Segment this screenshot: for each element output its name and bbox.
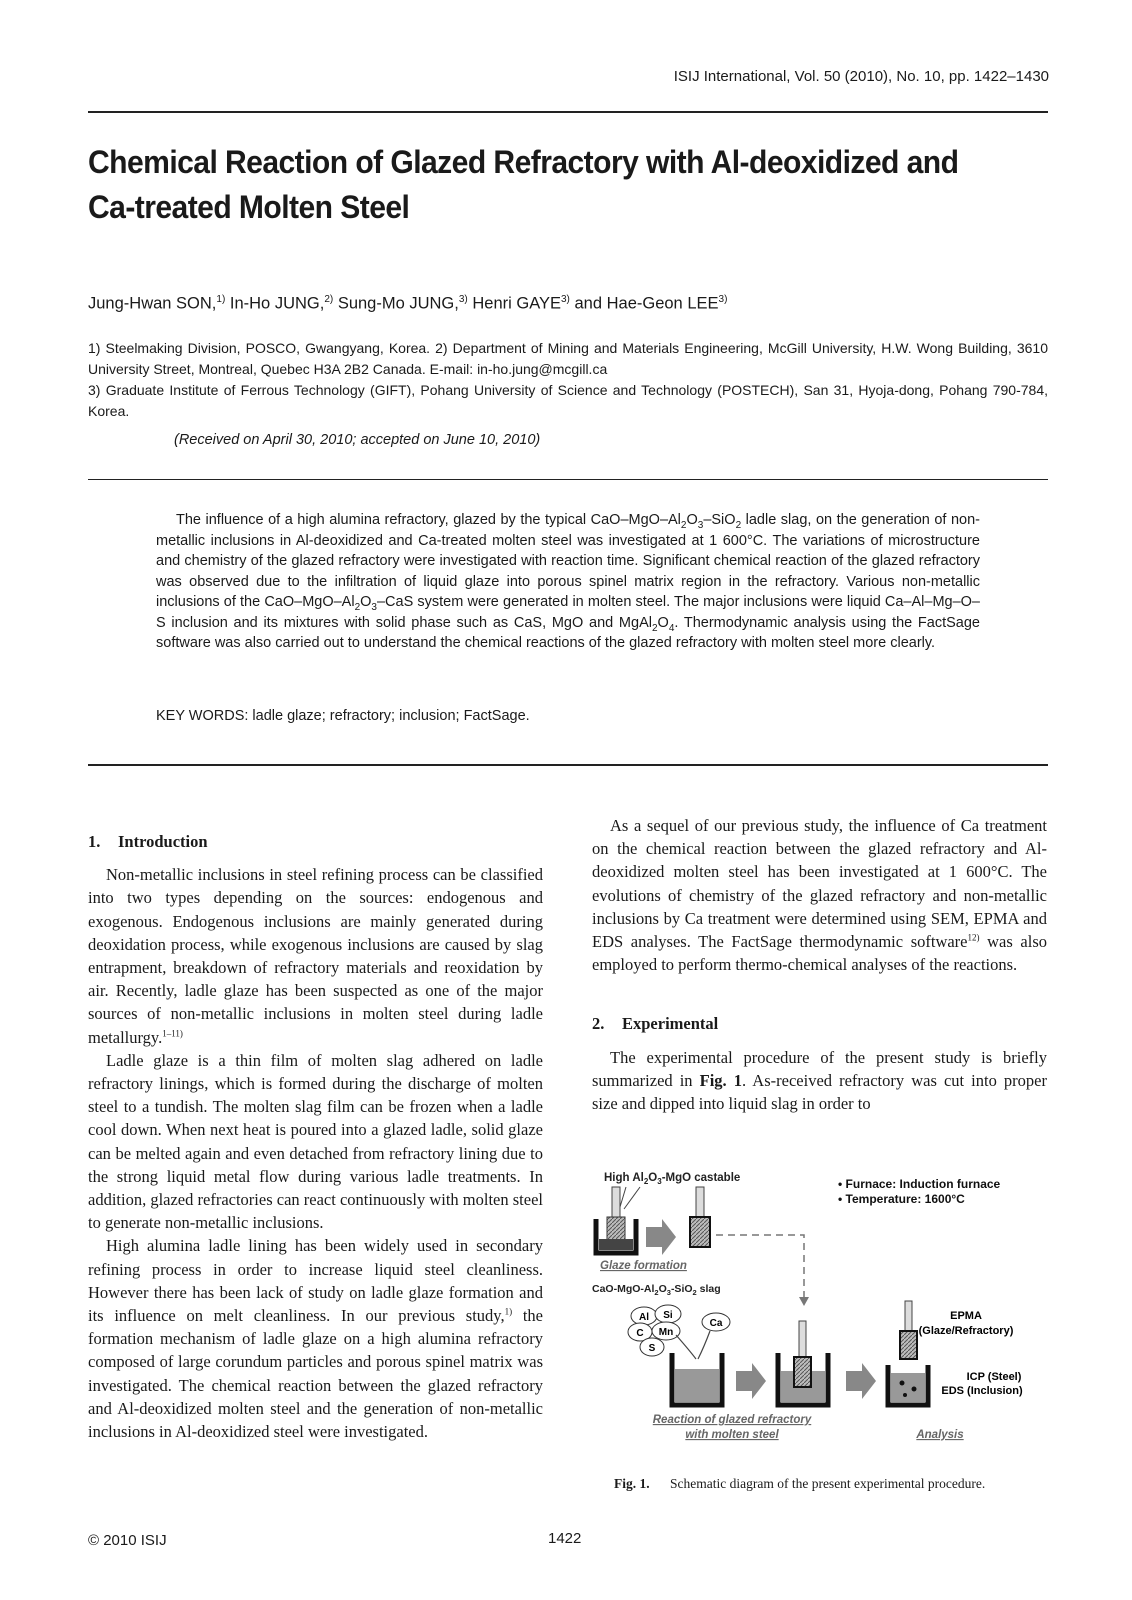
header-rule bbox=[88, 111, 1048, 113]
reaction-label-line2: with molten steel bbox=[685, 1429, 779, 1441]
body-column-right bbox=[592, 816, 1048, 1115]
process-arrow bbox=[736, 1363, 766, 1399]
author-name: Henri GAYE bbox=[467, 294, 561, 313]
epma-label: EPMA bbox=[950, 1310, 982, 1322]
author-name: Jung-Hwan SON, bbox=[88, 294, 217, 313]
epma-sublabel: (Glaze/Refractory) bbox=[918, 1325, 1014, 1337]
liquid-slag bbox=[599, 1239, 633, 1250]
element-al: Al bbox=[639, 1312, 649, 1323]
body-paragraph: Non-metallic inclusions in steel refining process can be classified into two types depending on the sources: endogenous and exogenous. Endogenous inclusions are mainly generated during deoxidation process, while exogenous inclusions are caused by slag entrapment, breakdown of refractory materials and reoxidation by air. Recently, ladle glaze has been suspected as one of the major sources of non-metallic inclusions in molten steel during ladle metallurgy.$^{1-11)}$ bbox=[88, 865, 543, 1047]
affiliation-line: 1) Steelmaking Division, POSCO, Gwangyang, Korea. 2) Department of Mining and Materials Engineering, McGill University, H.W. Wong Building, 3610 University Street, Montreal, Quebec H3A 2B2 Canada. E-mail: in-ho.jung@mcgill.ca bbox=[88, 340, 1048, 377]
copyright: © 2010 ISIJ bbox=[88, 1532, 167, 1549]
molten-steel bbox=[675, 1369, 719, 1402]
transfer-path bbox=[716, 1235, 804, 1299]
abstract: The influence of a high alumina refractory, glazed by the typical CaO–$MgO-Al_2O_3-SiO_2$ ladle slag, on the generation of non-metallic inclusions in Al-deoxidized and Ca-treated molten steel was investigated at 1 600°C. The variations of microstructure and chemistry of the glazed refractory were investigated with reaction time. Significant chemical reaction of the glazed refractory was observed due to the infiltration of liquid glaze into porous spinel matrix region in the refractory. Various non-metallic inclusions of the CaO–$MgO-Al_2O_3$–CaS system were generated in molten steel. The major inclusions were liquid Ca–Al–Mg–O–S inclusion and its mixtures with solid phase such as CaS, MgO and $MgAl_2O_4$. Thermodynamic analysis using the FactSage software was also carried out to understand the chemical reactions of the glazed refractory with molten steel more clearly. bbox=[156, 512, 981, 651]
body-paragraph: The experimental procedure of the present study is briefly summarized in Fig. 1. As-received refractory was cut into proper size and dipped into liquid slag in order to bbox=[592, 1047, 1047, 1114]
reaction-label-line1: Reaction of glazed refractory bbox=[652, 1414, 812, 1426]
figure-caption-label: Fig. 1. bbox=[614, 1476, 650, 1491]
section-heading-experimental: 2. Experimental bbox=[592, 1014, 719, 1034]
icp-label: ICP (Steel) bbox=[966, 1371, 1022, 1383]
castable-leader-line bbox=[624, 1187, 640, 1209]
eds-label: EDS (Inclusion) bbox=[941, 1385, 1023, 1397]
figure-caption-text: Schematic diagram of the present experimental procedure. bbox=[670, 1476, 986, 1491]
element-ca: Ca bbox=[709, 1318, 723, 1329]
abstract-top-rule bbox=[88, 479, 1048, 480]
abstract-bottom-rule bbox=[88, 764, 1048, 766]
figure-1-schematic bbox=[592, 1172, 1047, 1473]
author-affil-ref: 1) bbox=[216, 294, 226, 305]
alloy-elements bbox=[628, 1305, 730, 1359]
element-si: Si bbox=[663, 1310, 673, 1321]
keywords: KEY WORDS: ladle glaze; refractory; inclusion; FactSage. bbox=[156, 708, 530, 724]
body-paragraph: As a sequel of our previous study, the influence of Ca treatment on the chemical reaction between the glazed refractory and Al-deoxidized molten steel has been investigated at 1 600°C. The evolutions of chemistry of the glazed refractory and non-metallic inclusions by Ca treatment were determined using SEM, EPMA and EDS analyses. The FactSage thermodynamic software$^{12)}$ was also employed to perform thermo-chemical analyses of the reactions. bbox=[592, 816, 1048, 975]
solidified-steel bbox=[891, 1373, 925, 1402]
received-date: (Received on April 30, 2010; accepted on June 10, 2010) bbox=[174, 432, 541, 448]
inclusion-dot bbox=[900, 1381, 905, 1386]
citation: 12) bbox=[967, 932, 980, 943]
element-s: S bbox=[648, 1343, 656, 1354]
analysis-sample bbox=[900, 1331, 917, 1359]
transfer-arrow-head bbox=[799, 1297, 809, 1306]
furnace-label: • Furnace: Induction furnace bbox=[838, 1177, 1001, 1191]
author-affil-ref: 2) bbox=[324, 294, 334, 305]
element-c: C bbox=[636, 1328, 644, 1339]
body-column-left bbox=[88, 830, 543, 1443]
author-affil-ref: 3) bbox=[718, 294, 728, 305]
affiliations bbox=[88, 338, 1048, 422]
page-number: 1422 bbox=[548, 1530, 582, 1547]
dipped-rod bbox=[799, 1321, 806, 1357]
element-mn: Mn bbox=[658, 1327, 674, 1338]
author-list bbox=[88, 294, 727, 314]
figure-ref: Fig. 1 bbox=[699, 1070, 743, 1090]
analysis-rod bbox=[905, 1301, 912, 1331]
inclusion-dot bbox=[912, 1387, 917, 1392]
figure-caption bbox=[614, 1474, 1029, 1493]
paper-title: Chemical Reaction of Glazed Refractory with Al-deoxidized and Ca-treated Molten Steel bbox=[88, 144, 959, 225]
author-name: Sung-Mo JUNG, bbox=[333, 294, 459, 313]
author-affil-ref: 3) bbox=[458, 294, 468, 305]
analysis-label: Analysis bbox=[916, 1429, 964, 1441]
castable-label: High $Al_2O_3$-MgO castable bbox=[604, 1172, 741, 1186]
section-heading-introduction: 1. Introduction bbox=[88, 832, 208, 851]
dipped-sample bbox=[794, 1357, 811, 1387]
castable-rod bbox=[612, 1187, 620, 1217]
citation: 1) bbox=[504, 1306, 513, 1317]
affiliation-line: 3) Graduate Institute of Ferrous Technology (GIFT), Pohang University of Science and Technology (POSTECH), San 31, Hyoja-dong, Pohang 790-784, Korea. bbox=[88, 382, 1048, 419]
glazed-rod bbox=[696, 1187, 704, 1217]
citation: 1–11) bbox=[162, 1028, 183, 1039]
temperature-label: • Temperature: 1600°C bbox=[838, 1192, 965, 1206]
inclusion-dot bbox=[903, 1393, 907, 1397]
body-paragraph: High alumina ladle lining has been widely used in secondary refining process in order to increase liquid steel cleanliness. However there has been lack of study on ladle glaze formation and its influence on melt cleanliness. In our previous study,$^{1)}$ the formation mechanism of ladle glaze on a high alumina refractory composed of large corundum particles and porous spinel matrix was investigated. The chemical reaction between the glazed refractory and Al-deoxidized molten steel and the generation of non-metallic inclusions in Al-deoxidized steel were investigated. bbox=[88, 1236, 543, 1442]
slag-label: CaO-$MgO-Al_2O_3-SiO_2$ slag bbox=[592, 1283, 721, 1297]
body-paragraph: Ladle glaze is a thin film of molten slag adhered on ladle refractory linings, which is formed during the discharge of molten steel to a tundish. The molten slag film can be frozen when a ladle cool down. When next heat is poured into a glazed ladle, solid glaze can be melted again and even detached from refractory lining due to the strong liquid metal flow during various ladle treatments. In addition, glazed refractories can react continuously with molten steel to generate non-metallic inclusions. bbox=[88, 1050, 543, 1233]
glaze-formation-label: Glaze formation bbox=[600, 1260, 687, 1272]
process-arrow bbox=[646, 1219, 676, 1255]
journal-reference: ISIJ International, Vol. 50 (2010), No. 10, pp. 1422–1430 bbox=[673, 68, 1049, 85]
author-name: In-Ho JUNG, bbox=[225, 294, 325, 313]
glazed-sample bbox=[690, 1217, 710, 1247]
castable-leader-line bbox=[620, 1187, 626, 1207]
author-affil-ref: 3) bbox=[561, 294, 570, 305]
author-name: and Hae-Geon LEE bbox=[569, 294, 719, 313]
process-arrow bbox=[846, 1363, 876, 1399]
